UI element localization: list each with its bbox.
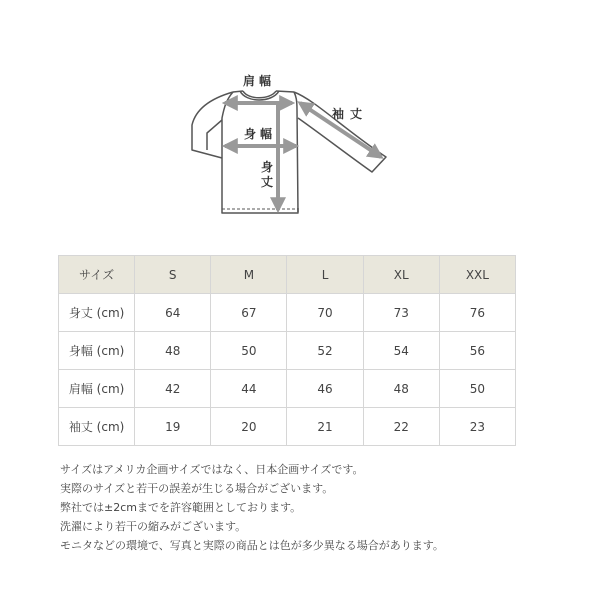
- header-cell-xl: XL: [363, 256, 439, 294]
- body-length-label: 身丈: [260, 160, 273, 189]
- body-width-label: 身幅: [244, 127, 277, 141]
- table-cell: 20: [211, 408, 287, 446]
- table-row: [59, 332, 516, 370]
- table-cell: 76: [439, 294, 515, 332]
- table-cell: 21: [287, 408, 363, 446]
- table-cell: 70: [287, 294, 363, 332]
- sleeve-length-label: 袖丈: [332, 107, 369, 121]
- row-label-body-length: 身丈 (cm): [59, 294, 135, 332]
- table-cell: 48: [363, 370, 439, 408]
- table-cell: 22: [363, 408, 439, 446]
- row-label-shoulder-width: 肩幅 (cm): [59, 370, 135, 408]
- notes-section: [60, 460, 580, 555]
- table-cell: 48: [135, 332, 211, 370]
- header-cell-xxl: XXL: [439, 256, 515, 294]
- table-cell: 64: [135, 294, 211, 332]
- note-line: 弊社では±2cmまでを許容範囲としております。: [60, 501, 302, 514]
- row-label-sleeve-length: 袖丈 (cm): [59, 408, 135, 446]
- header-cell-s: S: [135, 256, 211, 294]
- table-cell: 50: [211, 332, 287, 370]
- header-cell-l: L: [287, 256, 363, 294]
- table-cell: 56: [439, 332, 515, 370]
- table-cell: 42: [135, 370, 211, 408]
- table-header-row: [59, 256, 516, 294]
- table-cell: 44: [211, 370, 287, 408]
- header-cell-m: M: [211, 256, 287, 294]
- tshirt-illustration: [0, 0, 600, 230]
- row-label-body-width: 身幅 (cm): [59, 332, 135, 370]
- table-cell: 23: [439, 408, 515, 446]
- table-cell: 67: [211, 294, 287, 332]
- size-diagram: [0, 0, 600, 230]
- shoulder-width-label: 肩幅: [243, 74, 276, 88]
- table-row: [59, 408, 516, 446]
- table-cell: 19: [135, 408, 211, 446]
- note-line: モニタなどの環境で、写真と実際の商品とは色が多少異なる場合があります。: [60, 539, 444, 552]
- table-cell: 50: [439, 370, 515, 408]
- table-cell: 52: [287, 332, 363, 370]
- header-cell-size: サイズ: [59, 256, 135, 294]
- table-row: [59, 370, 516, 408]
- table-cell: 54: [363, 332, 439, 370]
- note-line: サイズはアメリカ企画サイズではなく、日本企画サイズです。: [60, 463, 364, 476]
- note-line: 実際のサイズと若干の誤差が生じる場合がございます。: [60, 482, 334, 495]
- size-table: [58, 255, 516, 446]
- table-row: [59, 294, 516, 332]
- note-line: 洗濯により若干の縮みがございます。: [60, 520, 247, 533]
- table-cell: 46: [287, 370, 363, 408]
- table-cell: 73: [363, 294, 439, 332]
